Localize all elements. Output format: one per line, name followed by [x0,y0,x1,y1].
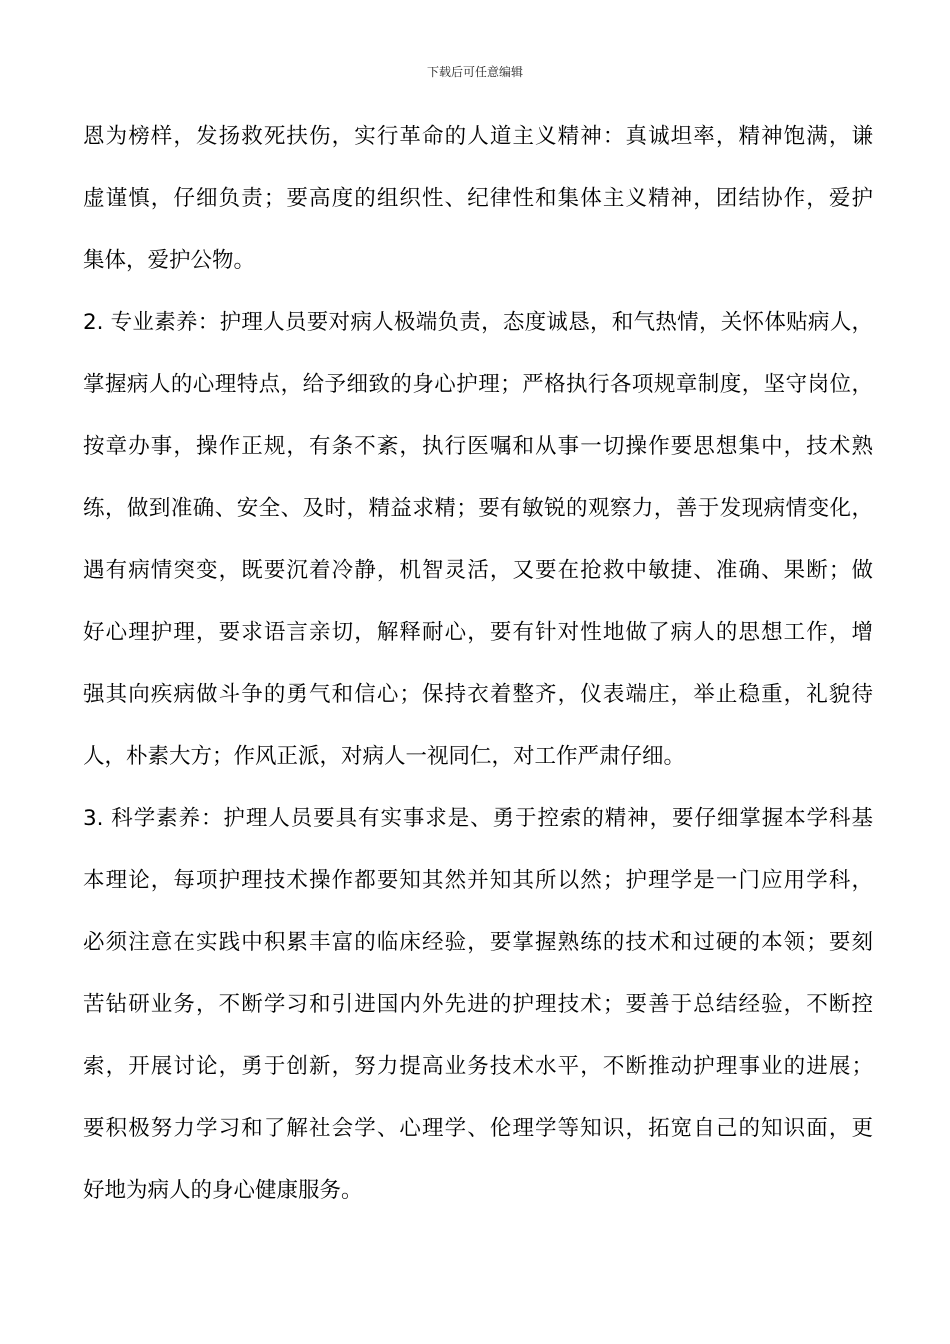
text-line: 索，开展讨论，勇于创新，努力提高业务技术水平，不断推动护理事业的进展； [83,1054,873,1079]
text-line: 恩为榜样，发扬救死扶伤，实行革命的人道主义精神：真诚坦率，精神饱满，谦 [83,124,873,149]
text-line: 要积极努力学习和了解社会学、心理学、伦理学等知识，拓宽自己的知识面，更 [83,1116,873,1141]
text-line: 本理论，每项护理技术操作都要知其然并知其所以然；护理学是一门应用学科， [83,868,873,893]
text-line: 苦钻研业务，不断学习和引进国内外先进的护理技术；要善于总结经验，不断控 [83,992,873,1017]
text-line: 2. 专业素养：护理人员要对病人极端负责，态度诚恳，和气热情，关怀体贴病人， [83,310,873,335]
text-line: 3. 科学素养：护理人员要具有实事求是、勇于控索的精神，要仔细掌握本学科基 [83,806,873,831]
text-line: 按章办事，操作正规，有条不紊，执行医嘱和从事一切操作要思想集中，技术熟 [83,434,873,459]
page-header: 下载后可任意编辑 [426,65,523,79]
text-line: 必须注意在实践中积累丰富的临床经验，要掌握熟练的技术和过硬的本领；要刻 [83,930,873,955]
text-line: 好心理护理，要求语言亲切，解释耐心，要有针对性地做了病人的思想工作，增 [83,620,873,645]
text-line: 好地为病人的身心健康服务。 [83,1178,363,1203]
text-line: 集体，爱护公物。 [83,248,256,273]
text-line: 强其向疾病做斗争的勇气和信心；保持衣着整齐，仪表端庄，举止稳重，礼貌待 [83,682,873,707]
text-line: 遇有病情突变，既要沉着冷静，机智灵活，又要在抢救中敏捷、准确、果断；做 [83,558,873,583]
text-line: 掌握病人的心理特点，给予细致的身心护理；严格执行各项规章制度，坚守岗位， [83,372,873,397]
text-line: 人，朴素大方；作风正派，对病人一视同仁，对工作严肃仔细。 [83,744,686,769]
document-body [83,106,873,1222]
text-line: 虚谨慎，仔细负责；要高度的组织性、纪律性和集体主义精神，团结协作，爱护 [83,186,873,211]
text-line: 练，做到准确、安全、及时，精益求精；要有敏锐的观察力，善于发现病情变化， [83,496,873,521]
